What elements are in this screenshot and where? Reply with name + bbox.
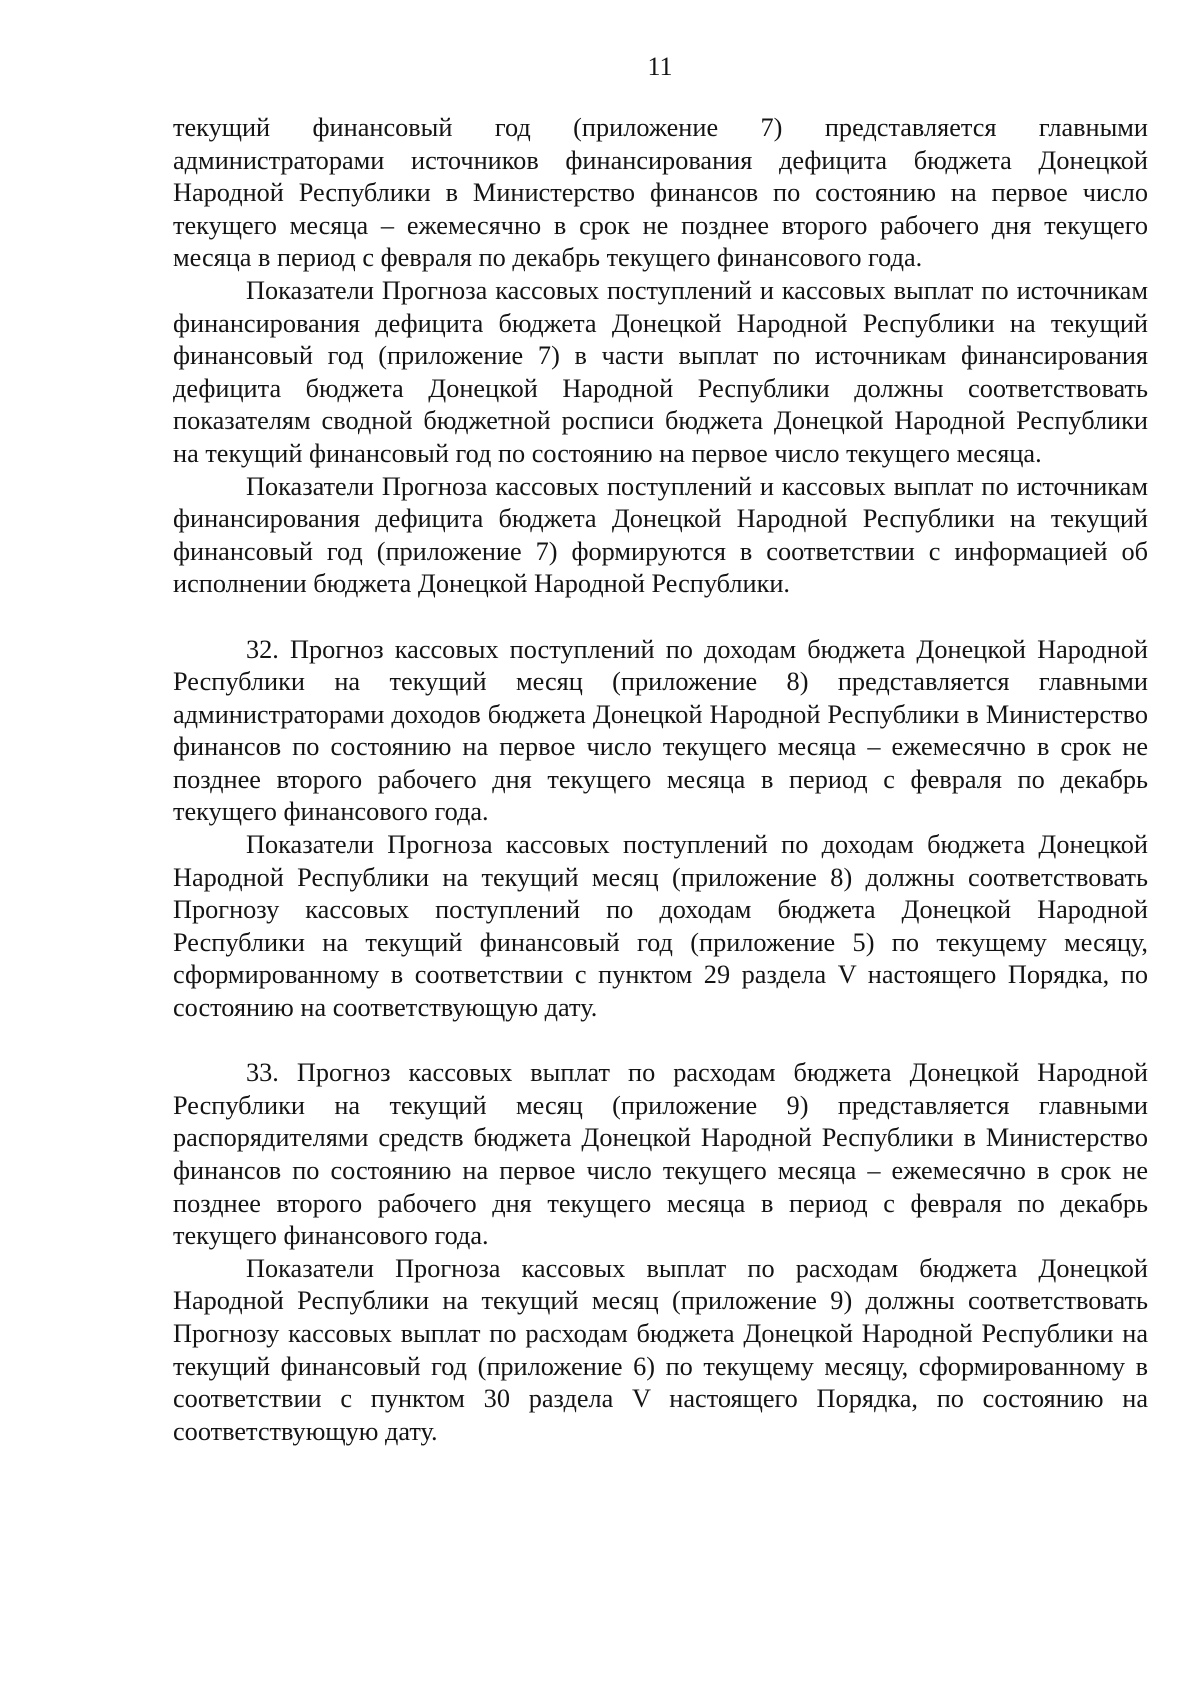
paragraph: Показатели Прогноза кассовых поступлений и кассовых выплат по источникам финансирования дефицита бюджета Донецкой Народной Республики на текущий финансовый год (приложение 7) в части выплат по источникам финансирования дефицита бюджета Донецкой Народной Республики должны соответствовать показателям сводной бюджетной росписи бюджета Донецкой Народной Республики на текущий финансовый год по состоянию на первое число текущего месяца. xyxy=(173,275,1148,468)
paragraph: Показатели Прогноза кассовых поступлений по доходам бюджета Донецкой Народной Республики на текущий месяц (приложение 8) должны соответствовать Прогнозу кассовых поступлений по доходам бюджета Донецкой Народной Республики на текущий финансовый год (приложение 5) по текущему месяцу, сформированному в соответствии с пунктом 29 раздела V настоящего Порядка, по состоянию на соответствующую дату. xyxy=(173,830,1148,1023)
paragraph: Показатели Прогноза кассовых поступлений и кассовых выплат по источникам финансирования дефицита бюджета Донецкой Народной Республики на текущий финансовый год (приложение 7) формируются в соответствии с информацией об исполнении бюджета Донецкой Народной Республики. xyxy=(173,471,1148,599)
paragraph-continuation: текущий финансовый год (приложение 7) представляется главными администраторами источников финансирования дефицита бюджета Донецкой Народной Республики в Министерство финансов по состоянию на первое число текущего месяца – ежемесячно в срок не позднее второго рабочего дня текущего месяца в период с февраля по декабрь текущего финансового года. xyxy=(173,113,1148,273)
clause-32: 32. Прогноз кассовых поступлений по доходам бюджета Донецкой Народной Республики на текущий месяц (приложение 8) представляется главными администраторами доходов бюджета Донецкой Народной Республики в Министерство финансов по состоянию на первое число текущего месяца – ежемесячно в срок не позднее второго рабочего дня текущего месяца в период с февраля по декабрь текущего финансового года. xyxy=(173,634,1148,827)
paragraph: Показатели Прогноза кассовых выплат по расходам бюджета Донецкой Народной Республики на текущий месяц (приложение 9) должны соответствовать Прогнозу кассовых выплат по расходам бюджета Донецкой Народной Республики на текущий финансовый год (приложение 6) по текущему месяцу, сформированному в соответствии с пунктом 30 раздела V настоящего Порядка, по состоянию на соответствующую дату. xyxy=(173,1253,1148,1446)
page-number: 11 xyxy=(647,52,673,81)
clause-33: 33. Прогноз кассовых выплат по расходам бюджета Донецкой Народной Республики на текущий месяц (приложение 9) представляется главными распорядителями средств бюджета Донецкой Народной Республики в Министерство финансов по состоянию на первое число текущего месяца – ежемесячно в срок не позднее второго рабочего дня текущего месяца в период с февраля по декабрь текущего финансового года. xyxy=(173,1058,1148,1251)
document-body xyxy=(173,112,1148,1448)
